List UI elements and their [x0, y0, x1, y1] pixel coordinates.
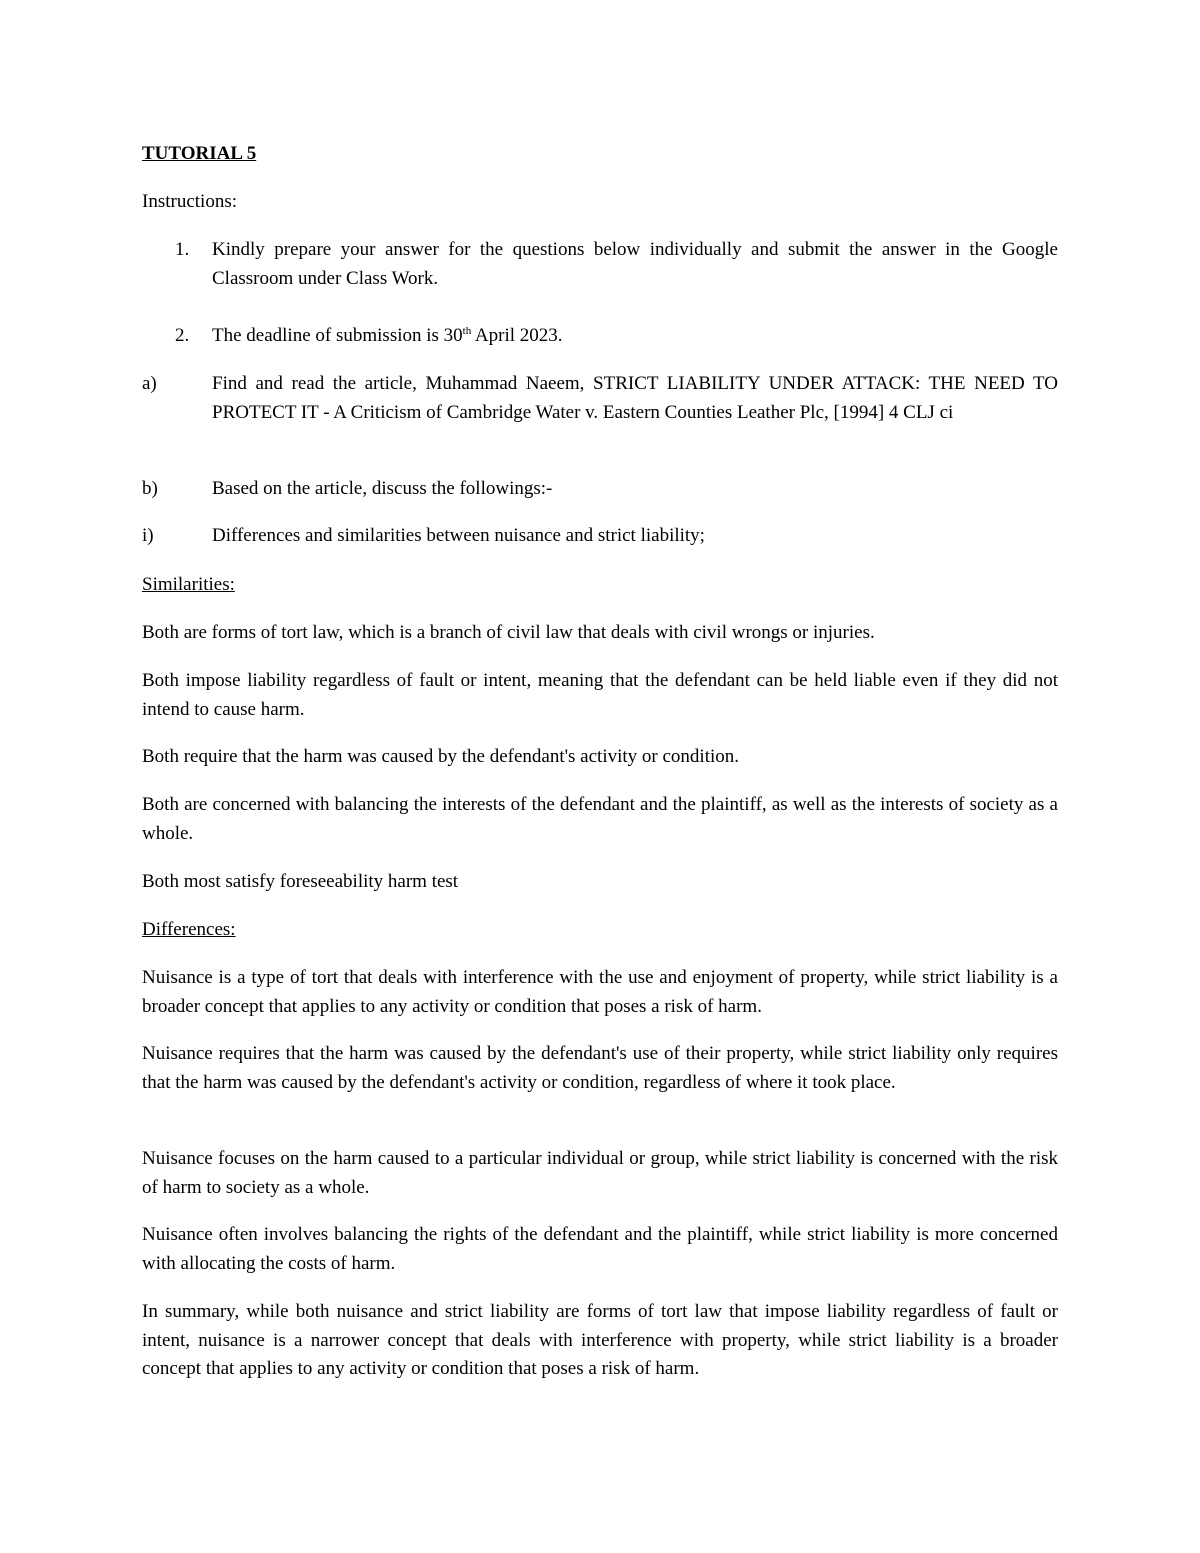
- similarity-paragraph: Both require that the harm was caused by the defendant's activity or condition.: [142, 746, 739, 767]
- similarities-heading: Similarities:: [142, 574, 235, 595]
- similarity-paragraph: Both most satisfy foreseeability harm test: [142, 871, 459, 892]
- difference-paragraph: Nuisance is a type of tort that deals with interference with the use and enjoyment of property, while strict liability is a broader concept that applies to any activity or condition that poses a risk of harm.: [142, 967, 1058, 1017]
- difference-paragraph: Nuisance often involves balancing the rights of the defendant and the plaintiff, while strict liability is more concerned with allocating the costs of harm.: [142, 1224, 1058, 1274]
- question-label: i): [142, 525, 154, 546]
- summary-paragraph: In summary, while both nuisance and strict liability are forms of tort law that impose liability regardless of fault or intent, nuisance is a narrower concept that deals with interference with property, while strict liability is a broader concept that applies to any activity or condition that poses a risk of harm.: [142, 1301, 1058, 1379]
- instruction-number: 1.: [175, 239, 190, 260]
- question-label: a): [142, 373, 157, 394]
- ordinal-suffix: th: [462, 325, 472, 337]
- similarity-paragraph: Both impose liability regardless of fault or intent, meaning that the defendant can be held liable even if they did not intend to cause harm.: [142, 670, 1058, 720]
- instruction-number: 2.: [175, 325, 190, 346]
- similarity-paragraph: Both are concerned with balancing the interests of the defendant and the plaintiff, as well as the interests of society as a whole.: [142, 794, 1058, 844]
- question-label: b): [142, 478, 158, 499]
- question-text: Differences and similarities between nuisance and strict liability;: [212, 525, 705, 546]
- instruction-text: The deadline of submission is 30th April 2023.: [212, 325, 563, 346]
- difference-paragraph: Nuisance requires that the harm was caused by the defendant's use of their property, while strict liability only requires that the harm was caused by the defendant's activity or condition, regardless of where it took place.: [142, 1043, 1058, 1093]
- question-text: Based on the article, discuss the followings:-: [212, 478, 553, 499]
- instruction-text: Kindly prepare your answer for the questions below individually and submit the answer in the Google Classroom under Class Work.: [212, 239, 1058, 289]
- document-title: TUTORIAL 5: [142, 143, 257, 164]
- difference-paragraph: Nuisance focuses on the harm caused to a particular individual or group, while strict liability is concerned with the risk of harm to society as a whole.: [142, 1148, 1058, 1198]
- instructions-label: Instructions:: [142, 191, 237, 212]
- similarity-paragraph: Both are forms of tort law, which is a branch of civil law that deals with civil wrongs or injuries.: [142, 622, 875, 643]
- differences-heading: Differences:: [142, 919, 236, 940]
- question-text: Find and read the article, Muhammad Naeem, STRICT LIABILITY UNDER ATTACK: THE NEED TO PROTECT IT - A Criticism of Cambridge Water v. Eastern Counties Leather Plc, [1994] 4 CLJ ci: [212, 373, 1058, 423]
